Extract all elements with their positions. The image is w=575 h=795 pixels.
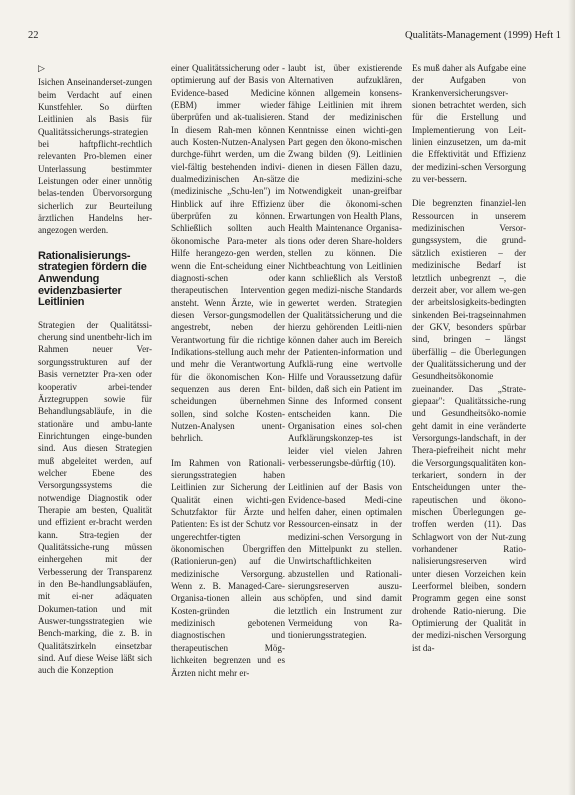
paragraph: Es muß daher als Aufgabe eine der Aufgaben von Krankenversicherungsver-sionen betrachtet werden, sich für die Erstellung und Implementierung von Leit-linien einzusetzen, um da-mit die Effektivität und Effizienz der medizini-schen Versorgung zu ver-bessern.: [412, 63, 526, 185]
paragraph: Die begrenzten finanziel-len Ressourcen in unserem medizinischen Versor-gungssystem, die grund-sätzlich existieren – der medizinische Bedarf ist letztlich unbegrenzt –, die derzeit aber, vor allem we-gen der arbeitslosigkeits-bedingten sinkenden Bei-tragseinnahmen der GKV, besonders spürbar sind, bringen – längst überfällig – die Überlegungen der Qualitätssicherung und der Gesundheitsökonomie zueinander. Das „Strate-giepaar": Qualitätssiche-rung und Gesundheitsöko-nomie geht damit in eine veränderte Versorgungs-landschaft, in der Thera-piefreiheit nicht mehr die Versorgungsqualitäten kon-terkariert, sondern in der Entscheidungen unter the-rapeutischen und ökono-mischen Überlegungen ge-troffen werden (11). Das Schlagwort von der Nut-zung vorhandener Ratio-nalisierungsreserven wird unter diesen Vorzeichen kein Leerformel bleiben, sondern Programm gegen eine sonst drohende Ratio-nierung. Die Optimierung der Qualität in der medizi-nischen Versorgung ist da-: [412, 198, 526, 653]
column-1: [38, 62, 152, 689]
column-4: [412, 62, 526, 666]
paragraph: Isichen Anseinanderset-zungen beim Verdacht auf einen Kunstfehler. So dürften Leitlinien als Basis für Qualitätssicherungs-strategien bei haftpflicht-rechtlich relevanten Pro-blemen einer Unterlassung bestimmter Leistungen oder einer unnötig belas-tenden Übervorsorgung sicherlich zur Beurteilung ärztlichen Handelns her-angezogen werden.: [38, 77, 152, 236]
paragraph: Strategien der Qualitätssi-cherung sind unentbehr-lich im Rahmen neuer Ver-sorgungsstrukturen auf der Basis vernetzter Pra-xen oder kooperativ arbei-tender Ärztegruppen sowie für Behandlungsabläufe, in die stationäre und ambu-lante Einrichtungen einge-bunden sind. Aus diesen Strategien muß abgeleitet werden, auf welcher Ebene des Versorgungssystems die notwendige Diagnostik oder Therapie am besten, Qualität und effizient er-bracht werden kann. Stra-tegien der Qualitätssiche-rung müssen einhergehen mit der Verbesserung der Transparenz in den Be-handlungsabläufen, mit ei-ner adäquaten Dokumen-tation und mit Auswer-tungsstrategien wie Bench-marking, die z. B. in Qualitätszirkeln einsetzbar sind. Auf diese Weise läßt sich auch die Konzeption: [38, 319, 152, 676]
section-heading: Rationalisierungs-strategien fördern die Anwendung evidenzbasierter Leitlinien: [38, 249, 147, 309]
paragraph: Leitlinien auf der Basis von Evidence-based Medi-cine helfen daher, einen optimalen Ressourcen-einsatz in der medizini-schen Versorgung in den Mittelpunkt zu stellen. Unwirtschaftlichkeiten abzustellen und Rationali-sierungsreserven auszu-schöpfen, und sind damit letztlich ein Instrument zur Vermeidung von Ra-tionierungsstrategien.: [288, 482, 402, 641]
column-2: [171, 62, 285, 691]
journal-title: Qualitäts-Management (1999) Heft 1: [405, 30, 561, 41]
paragraph: laubt ist, über existierende Alternativen aufzuklären, können allgemein konsens-fähige Leitlinien mit ihrem Stand der medizinischen Kenntnisse einen wichti-gen Part gegen den ökono-mischen Zwang bilden (9). Leitlinien dienen in diesen Fällen dazu, die medizini-sche Notwendigkeit unan-greifbar über die ökonomi-schen Erwartungen von Health Plans, Health Maintenance Organisa-tions oder deren Share-holders stellen zu können. Die Nichtbeachtung von Leitlinien kann schließlich als Verstoß gegen medizi-nische Standards gewertet werden. Strategien der Qualitätssicherung und die hierzu gehörenden Leitli-nien können daher auch im Bereich der Patienten-information und Aufklä-rung eine wertvolle Hilfe und Voraussetzung dafür bilden, daß sich ein Patient im Sinne des Informed consent entscheiden kann. Die Organisation eines sol-chen Aufklärungskonzep-tes ist leider viel vielen Jahren verbesserungsbe-dürftig (10).: [288, 63, 402, 468]
paragraph: Im Rahmen von Rationali-sierungsstrategien haben Leitlinien zur Sicherung der Qualität einen wichti-gen Schutzfaktor für Ärzte und Patienten: Es ist der Schutz vor ungerechtfer-tigten ökonomischen Übergriffen (Rationierun-gen) auf die medizinische Versorgung. Wenn z. B. Managed-Care-Organisa-tionen allein aus Kosten-gründen die medizinisch gebotenen diagnostischen und therapeutischen Mög-lichkeiten begrenzen und es Ärzten nicht mehr er-: [171, 457, 285, 678]
page-edge-shadow: [568, 0, 575, 795]
paragraph: einer Qualitätssicherung oder -optimierung auf der Basis von Evidence-based Medicine (EBM) immer wieder überprüfen und ak-tualisieren. In diesem Rah-men können auch Kosten-Nutzen-Analysen durchge-führt werden, um die viel-fältig bestehenden indivi-dualmedizinischen An-sätze (medizinische „Schu-len") im Hinblick auf ihre Effizienz überprüfen zu können. Schließlich sollten auch ökonomische Para-meter als Hilfe herangezo-gen werden, wenn die Ent-scheidung einer diagnosti-schen oder therapeutischen Intervention ansteht. Wenn Ärzte, wie in diesen Versor-gungsmodellen angestrebt, neben der Verantwortung für die richtige Indikations-stellung auch mehr und mehr die Verantwortung für die ökonomischen Kon-sequenzen aus deren Ent-scheidungen übernehmen sollen, sind solche Kosten-Nutzen-Analysen unent-behrlich.: [171, 63, 285, 444]
continuation-marker: ▷: [38, 63, 45, 73]
page-number: 22: [28, 30, 39, 41]
column-3: [288, 62, 402, 654]
